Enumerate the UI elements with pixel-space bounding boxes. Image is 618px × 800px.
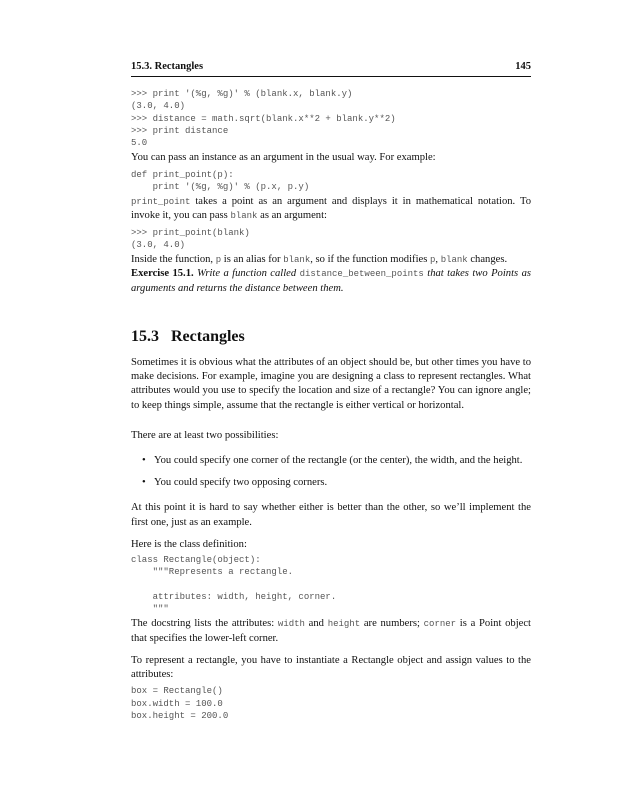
header-page-number: 145 — [515, 61, 531, 72]
header-section-title: 15.3. Rectangles — [131, 61, 204, 72]
code-block-distance — [131, 88, 531, 149]
inline-code: corner — [423, 619, 457, 630]
code-line: >>> print '(%g, %g)' % (blank.x, blank.y) — [131, 89, 353, 99]
section-heading — [131, 328, 531, 346]
code-block-rectangle-class — [131, 554, 531, 615]
code-line: (3.0, 4.0) — [131, 239, 186, 250]
list-item: • You could specify two opposing corners. — [131, 476, 531, 490]
paragraph-pass-instance: You can pass an instance as an argument in the usual way. For example: — [131, 152, 436, 164]
inline-code: height — [327, 619, 361, 630]
inline-code: p — [429, 255, 436, 266]
code-block-print-point-call — [131, 227, 531, 252]
header-rule — [131, 76, 531, 77]
inline-code: blank — [283, 255, 311, 266]
paragraph-possibilities: There are at least two possibilities: — [131, 429, 279, 441]
code-line: >>> distance = math.sqrt(blank.x**2 + blank.y**2) — [131, 113, 396, 124]
paragraph-docstring: The docstring lists the attributes: width and height are numbers; corner is a Point object that specifies the lower-left corner. — [131, 618, 531, 644]
inline-code: blank — [440, 255, 468, 266]
exercise-label: Exercise 15.1. — [131, 268, 194, 280]
inline-code: blank — [230, 211, 258, 222]
code-line: 5.0 — [131, 138, 148, 149]
code-block-box — [131, 685, 531, 722]
bullet-icon: • — [142, 454, 146, 466]
inline-code: print_point — [131, 197, 191, 208]
inline-code: distance_between_points — [299, 269, 424, 280]
list-item: • You could specify one corner of the rectangle (or the center), the width, and the height. — [131, 454, 531, 468]
section-title: Rectangles — [171, 327, 245, 345]
paragraph-instantiate: To represent a rectangle, you have to instantiate a Rectangle object and assign values to the attributes: — [131, 654, 531, 681]
section-number: 15.3 — [131, 327, 159, 345]
code-line: class Rectangle(object): — [131, 554, 261, 565]
code-line: attributes: width, height, corner. — [131, 591, 337, 602]
exercise-15-1: Exercise 15.1. Write a function called distance_between_points that takes two Points as arguments and returns the distance between them. — [131, 268, 531, 294]
bullet-icon: • — [142, 477, 146, 489]
inline-code: width — [277, 619, 305, 630]
code-block-print-point-def — [131, 169, 531, 194]
code-line: """ — [131, 604, 169, 615]
paragraph-implement-first: At this point it is hard to say whether either is better than the other, so we’ll implement the first one, just as an example. — [131, 502, 531, 528]
code-line: print '(%g, %g)' % (p.x, p.y) — [131, 181, 310, 192]
code-line: """Represents a rectangle. — [131, 567, 294, 578]
code-line: >>> print distance — [131, 125, 229, 136]
inline-code: p — [215, 255, 222, 266]
possibilities-list — [131, 454, 531, 490]
code-line: def print_point(p): — [131, 169, 234, 180]
running-header — [131, 61, 531, 77]
code-line: (3.0, 4.0) — [131, 101, 186, 112]
paragraph-class-definition: Here is the class definition: — [131, 538, 247, 550]
code-line: >>> print_point(blank) — [131, 227, 250, 238]
paragraph-print-point: print_point takes a point as an argument and displays it in mathematical notation. To invoke it, you can pass blank as an argument: — [131, 196, 531, 222]
page-content — [131, 88, 531, 722]
code-line: box.height = 200.0 — [131, 710, 229, 721]
paragraph-alias: Inside the function, p is an alias for blank, so if the function modifies p, blank changes. — [131, 254, 508, 266]
code-line: box = Rectangle() — [131, 686, 223, 697]
paragraph-attributes-intro: Sometimes it is obvious what the attributes of an object should be, but other times you have to make decisions. For example, imagine you are designing a class to represent rectangles. What attributes would you use to specify the location and size of a rectangle? You can ignore angle; to keep things simple, assume that the rectangle is either vertical or horizontal. — [131, 356, 531, 411]
code-line: box.width = 100.0 — [131, 698, 223, 709]
